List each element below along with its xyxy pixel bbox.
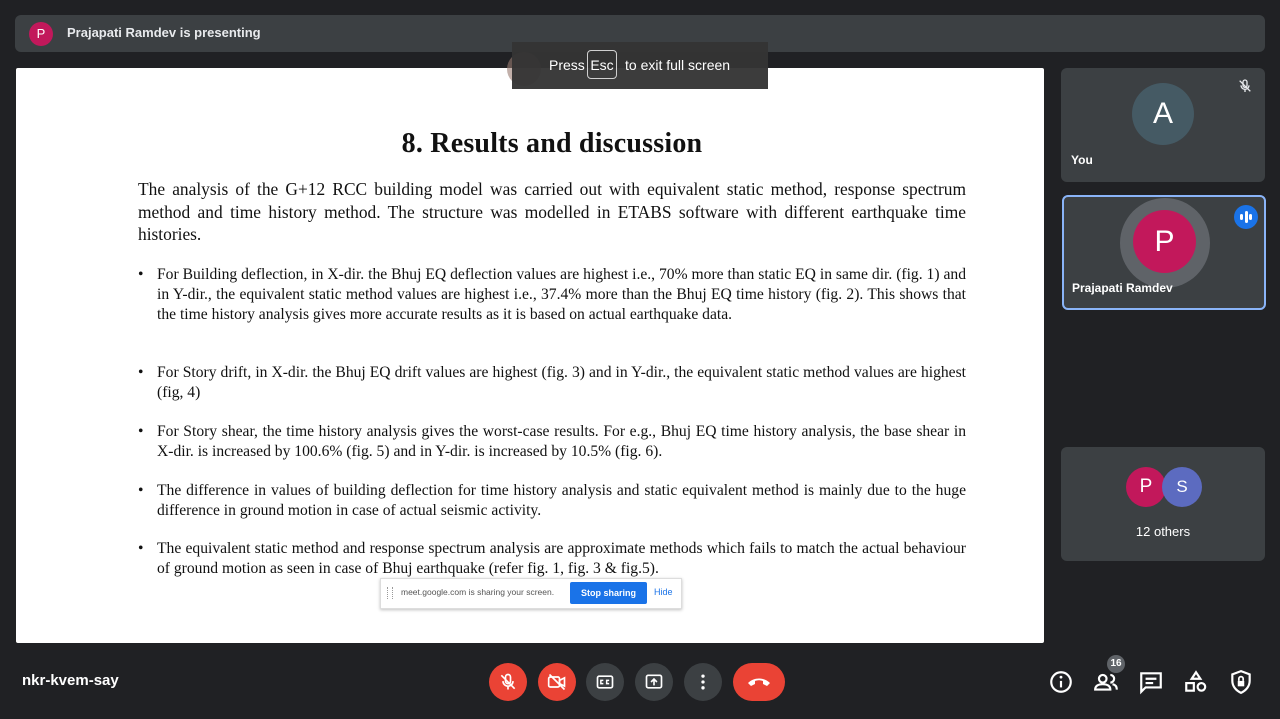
more-icon [693, 672, 713, 692]
present-icon [644, 672, 664, 692]
stop-sharing-button[interactable]: Stop sharing [570, 582, 647, 604]
mic-off-icon [498, 672, 518, 692]
tile-others[interactable] [1061, 447, 1265, 561]
avatar: A [1132, 83, 1194, 145]
bullet-item [138, 265, 966, 324]
bullet-text: For Story drift, in X-dir. the Bhuj EQ drift values are highest (fig. 3) and in Y-dir., the equivalent static method values are highest (fig, 4) [157, 364, 966, 401]
hint-press: Press [549, 57, 585, 73]
bullet-item [138, 422, 966, 462]
info-icon[interactable] [1048, 669, 1074, 695]
participant-name: Prajapati Ramdev [1072, 281, 1173, 295]
avatar: S [1162, 467, 1202, 507]
chat-icon[interactable] [1138, 669, 1164, 695]
esc-key: Esc [587, 50, 617, 79]
bullet-item [138, 481, 966, 521]
drag-handle-icon[interactable] [387, 587, 393, 599]
bullet-dot: • [138, 540, 144, 557]
bullet-dot: • [138, 423, 144, 440]
slide-title: 8. Results and discussion [401, 128, 703, 159]
slide-intro: The analysis of the G+12 RCC building model was carried out with equivalent static method, response spectrum method and time history method. The structure was modelled in ETABS software with different earthquake time histories. [138, 179, 966, 244]
presenter-avatar-small: P [29, 22, 53, 46]
bullet-text: For Building deflection, in X-dir. the Bhuj EQ deflection values are highest i.e., 70% more than static EQ in same dir. (fig. 1) and in Y-dir., the equivalent static method values are highest i.e., 37.4% more than the Bhuj EQ time history (fig. 2). This shows that the time history analysis gives more accurate results as it is based on actual earthquake data. [157, 266, 966, 323]
tile-presenter[interactable] [1062, 195, 1266, 310]
shared-screen [16, 68, 1044, 643]
captions-icon [595, 672, 615, 692]
avatar: P [1126, 467, 1166, 507]
hint-suffix: to exit full screen [625, 57, 731, 73]
present-button[interactable] [635, 663, 673, 701]
mic-toggle-button[interactable] [489, 663, 527, 701]
bullet-item [138, 363, 966, 403]
presenting-text: Prajapati Ramdev is presenting [67, 25, 261, 40]
meeting-code: nkr-kvem-say [22, 672, 119, 689]
share-message: meet.google.com is sharing your screen. [401, 587, 555, 597]
captions-button[interactable] [586, 663, 624, 701]
people-count-badge: 16 [1107, 655, 1125, 673]
camera-off-icon [547, 672, 567, 692]
hangup-icon [745, 671, 773, 693]
bullet-text: The difference in values of building deflection for time history analysis and static equivalent method is mainly due to the huge difference in ground motion in case of actual seismic activity. [157, 482, 966, 519]
others-count-label: 12 others [1135, 524, 1191, 539]
bullet-text: For Story shear, the time history analysis gives the worst-case results. For e.g., Bhuj EQ time history analysis, the base shear in X-dir. is increased by 100.6% (fig. 5) and in Y-dir. is increased by 10.5% (fig. 6). [157, 423, 966, 460]
camera-toggle-button[interactable] [538, 663, 576, 701]
participant-name: You [1071, 153, 1093, 167]
activities-icon[interactable] [1183, 669, 1209, 695]
bullet-dot: • [138, 482, 144, 499]
more-options-button[interactable] [684, 663, 722, 701]
bullet-dot: • [138, 266, 144, 283]
speaking-indicator-icon [1234, 205, 1258, 229]
hide-share-bar-link[interactable]: Hide [654, 587, 673, 597]
leave-call-button[interactable] [733, 663, 785, 701]
mic-off-icon [1237, 78, 1253, 94]
avatar: P [1133, 210, 1196, 273]
host-controls-icon[interactable] [1228, 669, 1254, 695]
bullet-text: The equivalent static method and response spectrum analysis are approximate methods which fails to match the actual behaviour of ground motion as seen in case of Bhuj earthquake (refer fig. 1, fig. 3 & fig.5). [157, 540, 966, 577]
fullscreen-hint [512, 42, 768, 89]
screen-share-bar [380, 578, 682, 609]
tile-you[interactable] [1061, 68, 1265, 182]
bullet-dot: • [138, 364, 144, 381]
bullet-item [138, 539, 966, 579]
